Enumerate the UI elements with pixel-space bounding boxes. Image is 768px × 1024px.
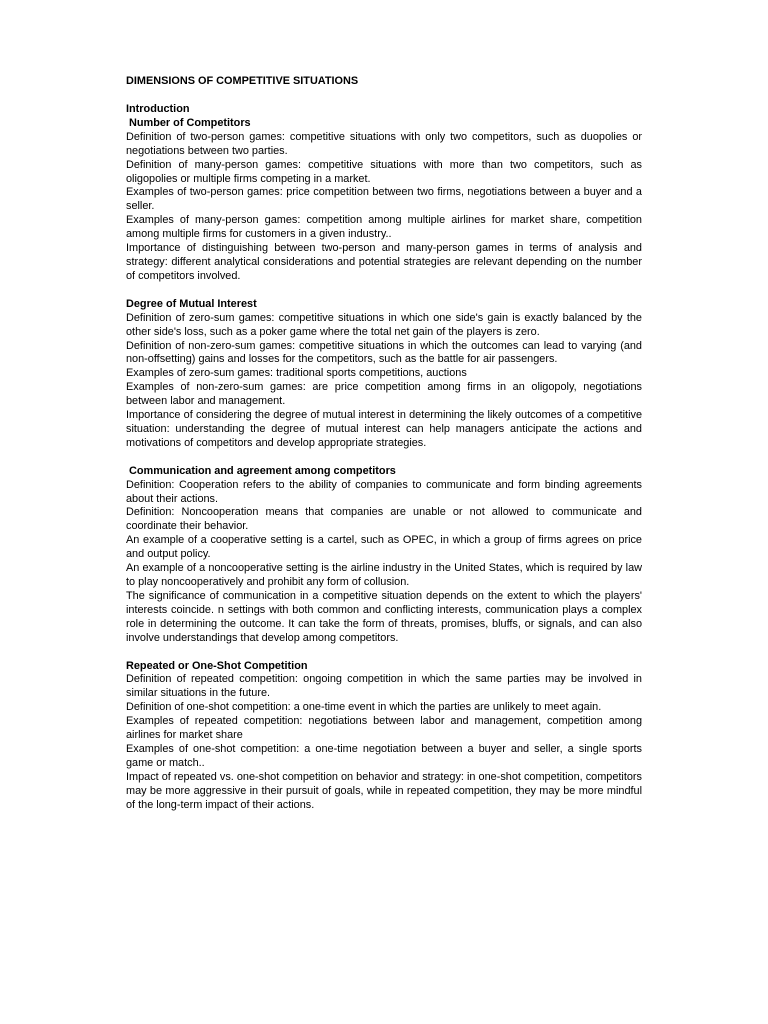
document-title: DIMENSIONS OF COMPETITIVE SITUATIONS xyxy=(126,75,359,87)
paragraph: Examples of many-person games: competition among multiple airlines for market share, competition among multiple firms for customers in a given industry.. xyxy=(126,214,642,241)
paragraph: The significance of communication in a competitive situation depends on the extent to which the players' interests coincide. n settings with both common and conflicting interests, communication plays a complex role in determining the outcome. It can take the form of threats, promises, bluffs, or signals, and can also involve understandings that develop among competitors. xyxy=(126,589,642,644)
paragraph: Examples of zero-sum games: traditional sports competitions, auctions xyxy=(126,367,467,380)
paragraph: Definition of two-person games: competitive situations with only two competitors, such as duopolies or negotiations between two parties. xyxy=(126,130,642,157)
paragraph: An example of a noncooperative setting is the airline industry in the United States, which is required by law to play noncooperatively and prohibit any form of collusion. xyxy=(126,562,642,588)
subheading-number-of-competitors: Number of Competitors xyxy=(129,116,251,129)
paragraph: Definition of repeated competition: ongoing competition in which the same parties may be involved in similar situations in the future. xyxy=(126,673,642,700)
document-page xyxy=(126,74,642,827)
paragraph: Examples of non-zero-sum games: are price competition among firms in an oligopoly, negotiations between labor and management. xyxy=(126,381,642,408)
section-introduction xyxy=(126,103,642,284)
paragraph: Importance of distinguishing between two-person and many-person games in terms of analysis and strategy: different analytical considerations and potential strategies are relevant depending on the number of competitors involved. xyxy=(126,242,642,282)
paragraph: Definition of non-zero-sum games: competitive situations in which the outcomes can lead to varying (and non-offsetting) gains and losses for the competitors, such as the battle for air passengers. xyxy=(126,339,642,366)
paragraph: An example of a cooperative setting is a cartel, such as OPEC, in which a group of firms agrees on price and output policy. xyxy=(126,534,642,561)
paragraph: Definition: Cooperation refers to the ability of companies to communicate and form binding agreements about their actions. xyxy=(126,478,642,505)
paragraph: Examples of repeated competition: negotiations between labor and management, competition among airlines for market share xyxy=(126,715,642,742)
section-heading-repeated-competition: Repeated or One-Shot Competition xyxy=(126,659,308,672)
paragraph: Impact of repeated vs. one-shot competition on behavior and strategy: in one-shot competition, competitors may be more aggressive in their pursuit of goals, while in repeated competition, they may be more mindful of the long-term impact of their actions. xyxy=(126,770,642,811)
paragraph: Definition of many-person games: competitive situations with more than two competitors, such as oligopolies or multiple firms competing in a market. xyxy=(126,158,642,185)
paragraph: Definition: Noncooperation means that companies are unable or not allowed to communicate and coordinate their behavior. xyxy=(126,506,642,533)
paragraph: Examples of two-person games: price competition between two firms, negotiations between a buyer and a seller. xyxy=(126,186,642,213)
section-heading-communication: Communication and agreement among competitors xyxy=(129,464,396,477)
paragraph: Importance of considering the degree of mutual interest in determining the likely outcomes of a competitive situation: understanding the degree of mutual interest can help managers anticipate the actions and motivations of competitors and develop appropriate strategies. xyxy=(126,409,642,449)
section-communication xyxy=(126,465,642,646)
section-mutual-interest xyxy=(126,298,642,451)
paragraph: Definition of zero-sum games: competitive situations in which one side's gain is exactly balanced by the other side's loss, such as a poker game where the total net gain of the players is zero. xyxy=(126,311,642,338)
section-repeated-competition xyxy=(126,660,642,813)
section-heading-mutual-interest: Degree of Mutual Interest xyxy=(126,297,257,310)
paragraph: Definition of one-shot competition: a one-time event in which the parties are unlikely to meet again. xyxy=(126,701,602,714)
paragraph: Examples of one-shot competition: a one-time negotiation between a buyer and seller, a single sports game or match.. xyxy=(126,742,642,769)
section-heading-introduction: Introduction xyxy=(126,103,190,115)
